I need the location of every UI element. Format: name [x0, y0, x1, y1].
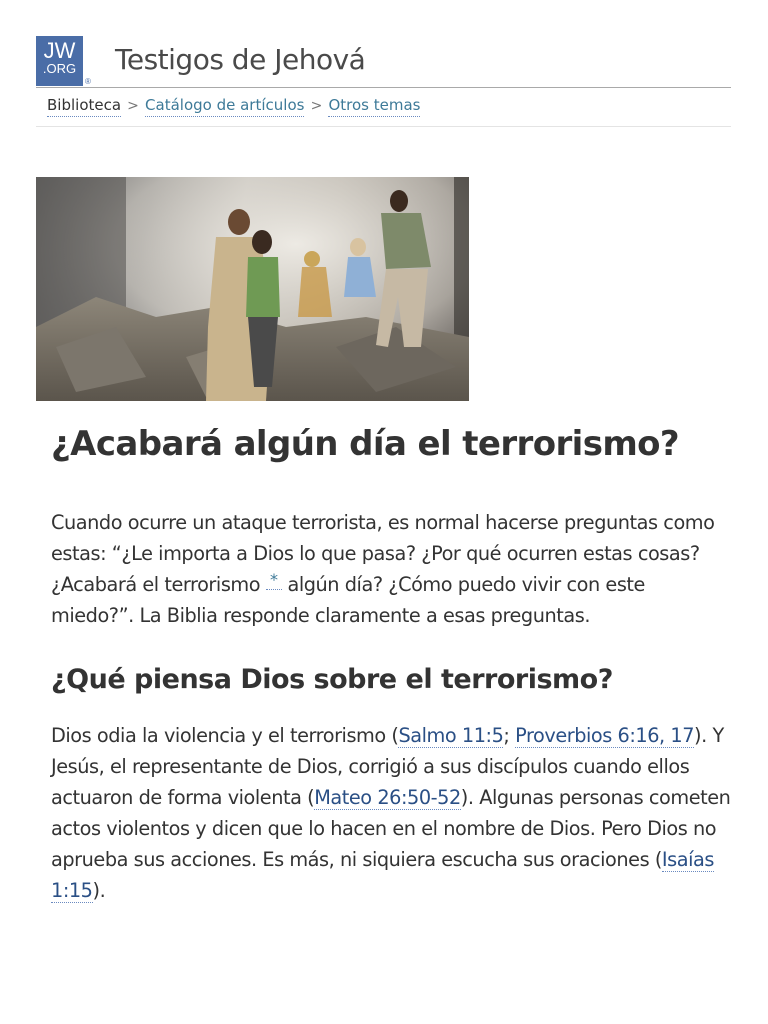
scripture-link-salmo[interactable]: Salmo 11:5: [398, 724, 504, 747]
breadcrumb-biblioteca[interactable]: Biblioteca: [47, 96, 121, 117]
paragraph-text: ). Y Jesús, el representante de Dios, corrigió a sus discípulos cuando ellos actuaron de forma violenta (: [51, 724, 724, 809]
intro-text-1: Cuando ocurre un ataque terrorista, es normal hacerse preguntas como estas: “¿Le importa a Dios lo que pasa? ¿Por qué ocurren estas cosas? ¿Acabará el terrorismo: [51, 511, 715, 596]
site-title[interactable]: Testigos de Jehová: [115, 43, 366, 76]
paragraph-text: ;: [503, 724, 516, 747]
breadcrumb-catalogo-articulos[interactable]: Catálogo de artículos: [145, 96, 304, 117]
section-heading: ¿Qué piensa Dios sobre el terrorismo?: [51, 664, 613, 695]
paragraph-text: Dios odia la violencia y el terrorismo (: [51, 724, 399, 747]
hero-image: [36, 177, 469, 401]
paragraph-text: ).: [92, 879, 106, 902]
scripture-link-isaias[interactable]: Isaías 1:15: [51, 848, 714, 902]
jw-org-logo[interactable]: [36, 36, 83, 86]
scripture-link-proverbios[interactable]: Proverbios 6:16, 17: [515, 724, 695, 747]
site-header: [36, 36, 731, 88]
logo-org-text: .ORG: [42, 61, 77, 76]
breadcrumb-divider: [36, 126, 731, 127]
scripture-link-mateo[interactable]: Mateo 26:50-52: [314, 786, 461, 809]
breadcrumb-otros-temas[interactable]: Otros temas: [328, 96, 420, 117]
article-intro: [51, 507, 731, 631]
intro-text-2: algún día? ¿Cómo puedo vivir con este miedo?”. La Biblia responde claramente a esas preguntas.: [51, 573, 645, 627]
section-paragraph: [51, 720, 731, 906]
chevron-right-icon: >: [310, 98, 323, 114]
footnote-link[interactable]: *: [266, 571, 282, 590]
article-title: ¿Acabará algún día el terrorismo?: [51, 424, 680, 464]
paragraph-text: ). Algunas personas cometen actos violentos y dicen que lo hacen en el nombre de Dios. Pero Dios no aprueba sus acciones. Es más, ni siquiera escucha sus oraciones (: [51, 786, 731, 871]
photo-people-walking-through-rubble-icon: [36, 177, 469, 401]
logo-jw-text: JW: [43, 38, 76, 63]
registered-mark: ®: [85, 77, 91, 86]
chevron-right-icon: >: [127, 98, 139, 114]
breadcrumb: [47, 95, 420, 119]
